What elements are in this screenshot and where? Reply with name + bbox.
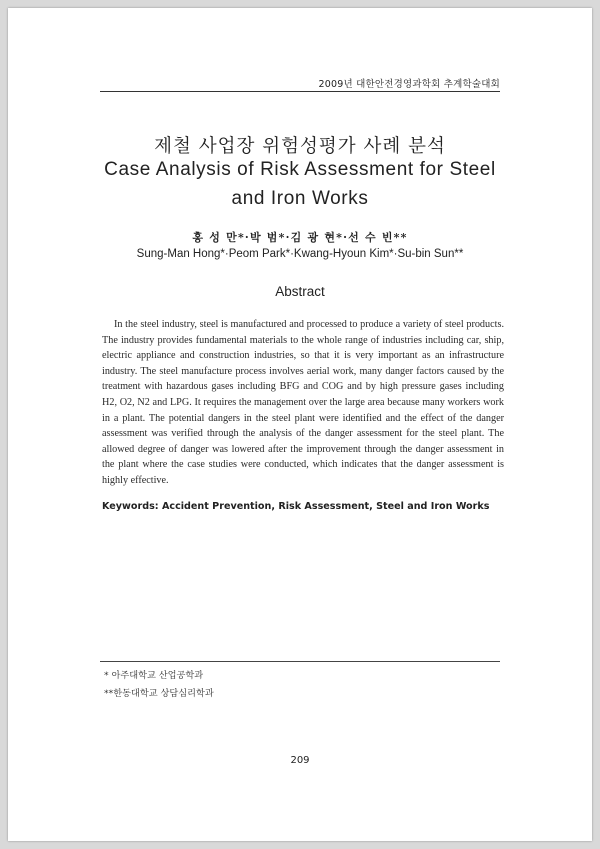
keywords: Keywords: Accident Prevention, Risk Assessment, Steel and Iron Works <box>102 501 490 512</box>
abstract-heading: Abstract <box>275 284 325 299</box>
footnote-affiliation-2: **한동대학교 상담심리학과 <box>104 688 214 699</box>
abstract-body: In the steel industry, steel is manufactured and processed to produce a variety of steel products. The industry provides fundamental materials to the whole range of industries including car, ship, electric appliance and construction industries, so that it is very important as an infrastructure industry. The steel manufacture process involves aerial work, many danger factors caused by the treatment with hazardous gases including BFG and COG and by high pressure gases including H2, O2, N2 and LPG. It requires the management over the large area because many workers work in a plant. The potential dangers in the steel plant were identified and the effect of the danger assessment was verified through the analysis of the danger assessment for the steel plant. The allowed degree of danger was lowered after the improvement through the danger assessment in the plant where the case studies were conducted, which indicates that the danger assessment is highly effective. <box>102 319 504 486</box>
page-number: 209 <box>290 755 310 766</box>
title-korean: 제철 사업장 위험성평가 사례 분석 <box>154 136 446 157</box>
authors-english: Sung-Man Hong*·Peom Park*·Kwang-Hyoun Kim*·Su-bin Sun** <box>136 248 464 260</box>
title-english-line1: Case Analysis of Risk Assessment for Steel <box>104 159 496 180</box>
header-divider <box>100 91 500 92</box>
conference-header: 2009년 대한안전경영과학회 추계학술대회 <box>318 79 500 90</box>
footnote-divider <box>100 661 500 662</box>
paper-page <box>8 8 592 841</box>
footnote-affiliation-1: * 아주대학교 산업공학과 <box>104 670 204 681</box>
title-english-line2: and Iron Works <box>231 188 369 209</box>
authors-korean: 홍 성 만*·박 범*·김 광 현*·선 수 빈** <box>192 231 408 244</box>
